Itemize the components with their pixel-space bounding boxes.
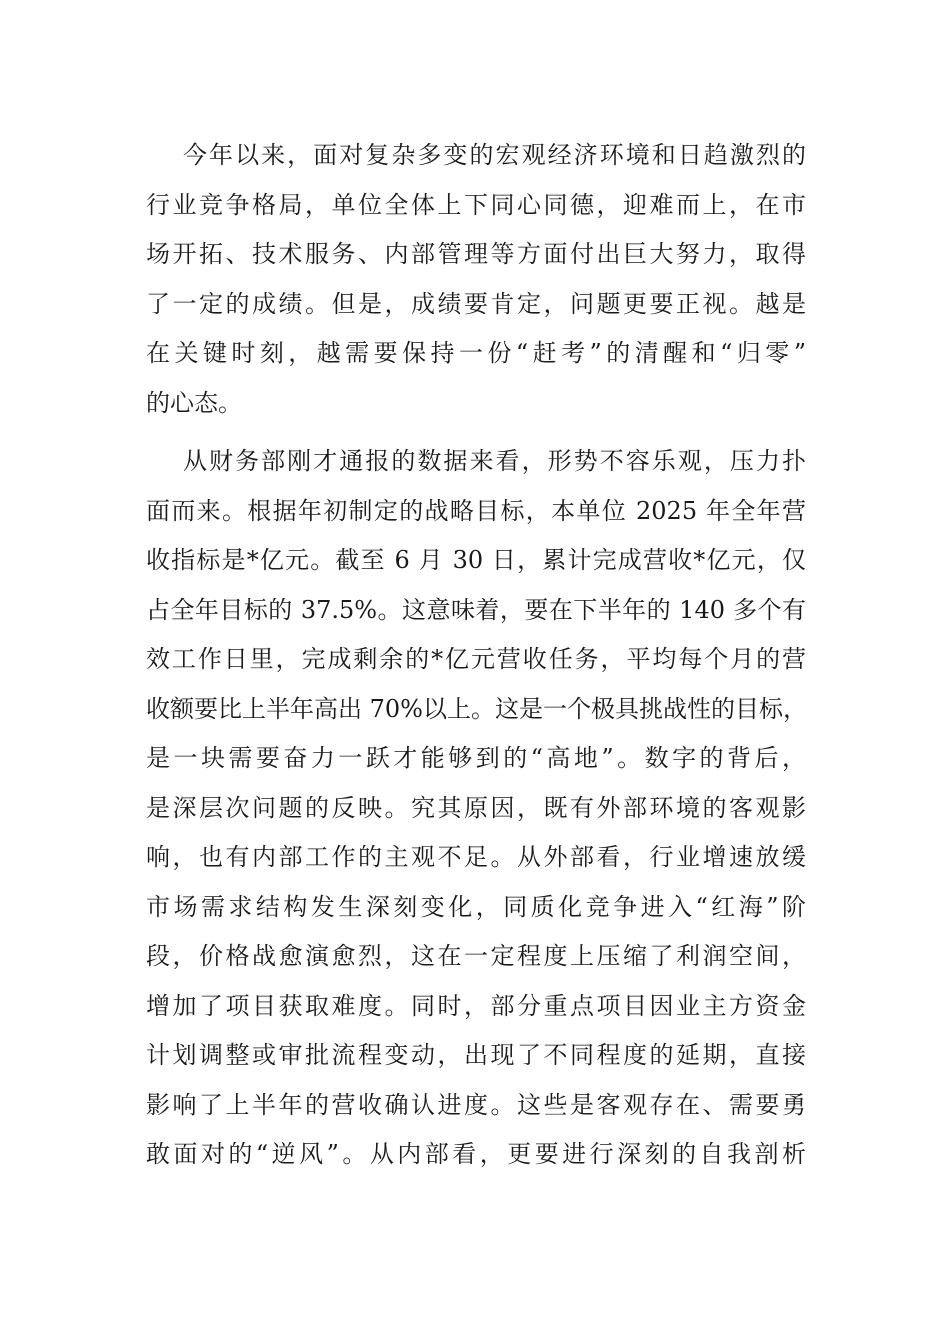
text-line: 收额要比上半年高出 70%以上。这是一个极具挑战性的目标， bbox=[146, 694, 807, 723]
text-line: 在关键时刻，越需要保持一份“赶考”的清醒和“归零” bbox=[146, 339, 806, 367]
paragraph bbox=[146, 131, 806, 428]
text-line: 面而来。根据年初制定的战略目标，本单位 2025 年全年营 bbox=[146, 496, 806, 525]
text-line: 敢面对的“逆风”。从内部看，更要进行深刻的自我剖析 bbox=[146, 1140, 806, 1168]
paragraph bbox=[146, 437, 806, 1180]
text-line: 计划调整或审批流程变动，出现了不同程度的延期，直接 bbox=[146, 1041, 806, 1069]
text-line: 市场需求结构发生深刻变化，同质化竞争进入“红海”阶 bbox=[146, 892, 806, 921]
text-line: 段，价格战愈演愈烈，这在一定程度上压缩了利润空间， bbox=[146, 942, 806, 970]
text-line: 场开拓、技术服务、内部管理等方面付出巨大努力，取得 bbox=[146, 240, 806, 268]
text-line: 行业竞争格局，单位全体上下同心同德，迎难而上，在市 bbox=[146, 190, 806, 219]
document-body bbox=[146, 131, 806, 1180]
text-line: 影响了上半年的营收确认进度。这些是客观存在、需要勇 bbox=[146, 1090, 806, 1119]
text-line: 占全年目标的 37.5%。这意味着，要在下半年的 140 多个有 bbox=[146, 595, 806, 624]
text-line: 今年以来，面对复杂多变的宏观经济环境和日趋激烈的 bbox=[183, 141, 806, 169]
text-line: 是深层次问题的反映。究其原因，既有外部环境的客观影 bbox=[146, 793, 806, 822]
text-line: 收指标是*亿元。截至 6 月 30 日，累计完成营收*亿元，仅 bbox=[146, 546, 806, 574]
text-line: 从财务部刚才通报的数据来看，形势不容乐观，压力扑 bbox=[183, 447, 806, 475]
text-line: 是一块需要奋力一跃才能够到的“高地”。数字的背后， bbox=[146, 744, 806, 772]
text-line: 了一定的成绩。但是，成绩要肯定，问题更要正视。越是 bbox=[146, 289, 806, 318]
text-line: 的心态。 bbox=[146, 388, 242, 417]
text-line: 增加了项目获取难度。同时，部分重点项目因业主方资金 bbox=[146, 991, 806, 1020]
paragraph-spacing bbox=[146, 428, 806, 437]
text-line: 效工作日里，完成剩余的*亿元营收任务，平均每个月的营 bbox=[146, 645, 806, 673]
text-line: 响，也有内部工作的主观不足。从外部看，行业增速放缓 bbox=[146, 843, 806, 871]
